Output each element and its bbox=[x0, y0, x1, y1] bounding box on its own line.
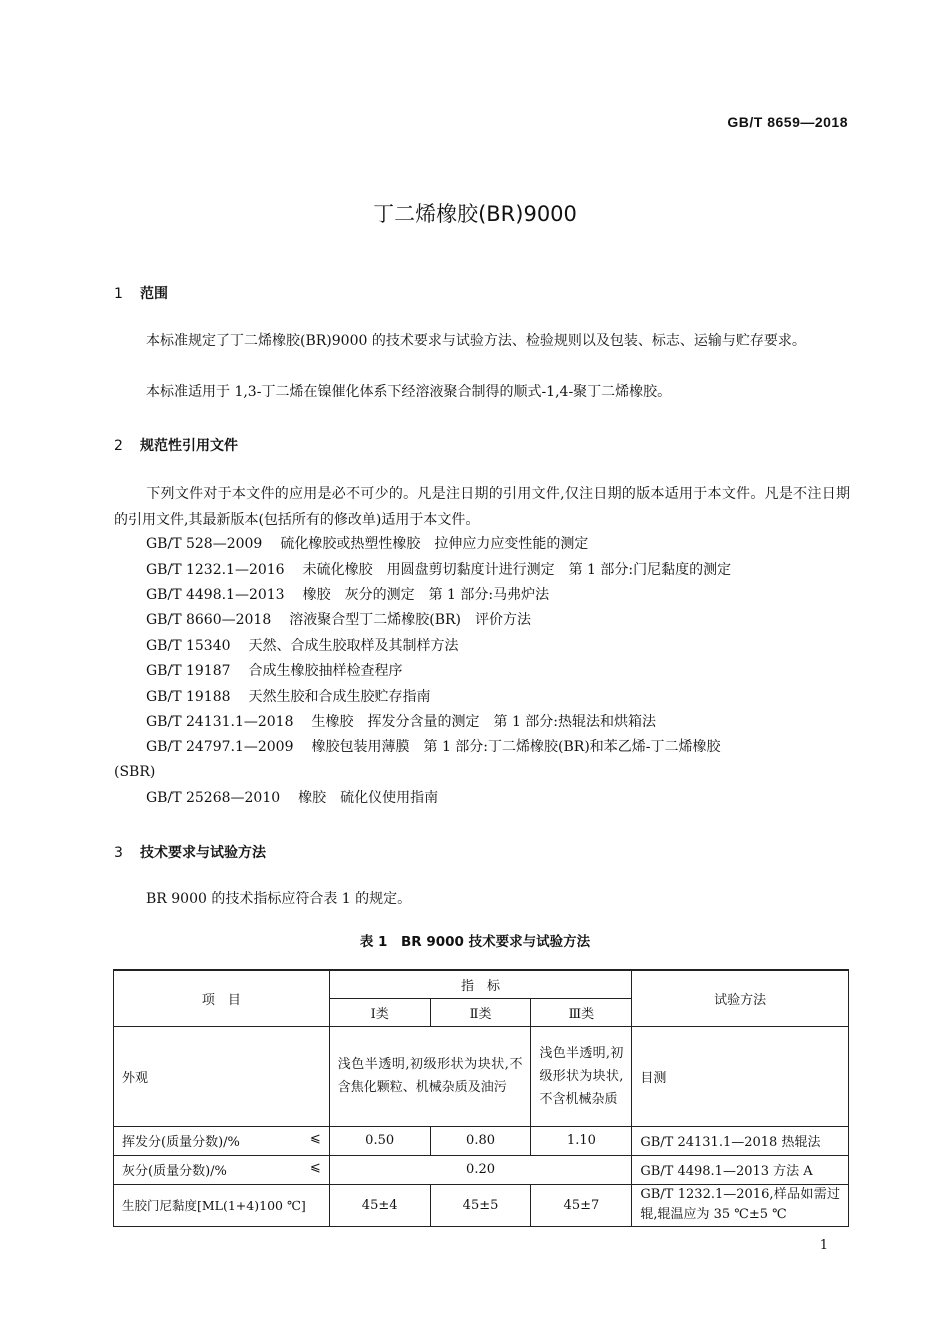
value-cell: 0.20 bbox=[329, 1155, 632, 1184]
section-3-heading bbox=[114, 842, 266, 862]
header-index: 指 标 bbox=[329, 970, 632, 998]
section-title: 规范性引用文件 bbox=[140, 438, 238, 454]
page-number: 1 bbox=[819, 1238, 828, 1253]
reference-code: GB/T 15340 bbox=[146, 638, 231, 654]
section-number: 2 bbox=[114, 438, 123, 454]
item-cell bbox=[114, 1126, 330, 1155]
section-title: 技术要求与试验方法 bbox=[140, 845, 266, 861]
reference-title: 生橡胶 挥发分含量的测定 第 1 部分:热辊法和烘箱法 bbox=[311, 714, 657, 730]
item-label: 灰分(质量分数)/% bbox=[122, 1164, 227, 1179]
reference-item bbox=[146, 735, 721, 761]
header-class-1: Ⅰ类 bbox=[329, 998, 430, 1026]
value-cell: 45±5 bbox=[430, 1184, 531, 1226]
reference-title: 天然、合成生胶取样及其制样方法 bbox=[248, 638, 459, 654]
table-caption: 表 1 BR 9000 技术要求与试验方法 bbox=[359, 934, 591, 950]
table-row bbox=[114, 1184, 849, 1226]
table-row bbox=[114, 1126, 849, 1155]
paragraph bbox=[114, 887, 850, 913]
reference-title: 天然生胶和合成生胶贮存指南 bbox=[248, 689, 431, 705]
paragraph-text: 下列文件对于本文件的应用是必不可少的。凡是注日期的引用文件,仅注日期的版本适用于本文件。凡是不注日期的引用文件,其最新版本(包括所有的修改单)适用于本文件。 bbox=[114, 486, 850, 528]
reference-item bbox=[146, 786, 438, 812]
reference-item bbox=[146, 608, 531, 634]
table-row bbox=[114, 1155, 849, 1184]
item-cell: 生胶门尼黏度[ML(1+4)100 ℃] bbox=[114, 1184, 330, 1226]
item-cell bbox=[114, 1155, 330, 1184]
reference-title: 橡胶 硫化仪使用指南 bbox=[298, 790, 439, 806]
value-cell: 0.50 bbox=[329, 1126, 430, 1155]
paragraph-text: BR 9000 的技术指标应符合表 1 的规定。 bbox=[146, 891, 412, 907]
section-number: 3 bbox=[114, 845, 123, 861]
standard-code: GB/T 8659—2018 bbox=[727, 114, 848, 130]
reference-item bbox=[146, 532, 588, 558]
value-cell: 0.80 bbox=[430, 1126, 531, 1155]
method-cell: GB/T 24131.1—2018 热辊法 bbox=[632, 1126, 849, 1155]
reference-code: GB/T 528—2009 bbox=[146, 536, 263, 552]
document-title: 丁二烯橡胶(BR)9000 bbox=[373, 202, 577, 226]
section-2-heading bbox=[114, 435, 238, 455]
header-method: 试验方法 bbox=[632, 970, 849, 1026]
reference-title: 橡胶 灰分的测定 第 1 部分:马弗炉法 bbox=[302, 587, 550, 603]
value-cell: 45±4 bbox=[329, 1184, 430, 1226]
reference-code: GB/T 1232.1—2016 bbox=[146, 562, 285, 578]
item-cell: 外观 bbox=[114, 1026, 330, 1126]
reference-item bbox=[146, 685, 431, 711]
section-title: 范围 bbox=[140, 286, 168, 302]
reference-title: 合成生橡胶抽样检查程序 bbox=[248, 663, 403, 679]
reference-code: GB/T 24131.1—2018 bbox=[146, 714, 294, 730]
value-cell: 浅色半透明,初级形状为块状,不含机械杂质 bbox=[531, 1026, 632, 1126]
reference-title: 未硫化橡胶 用圆盘剪切黏度计进行测定 第 1 部分:门尼黏度的测定 bbox=[302, 562, 732, 578]
reference-item bbox=[146, 710, 656, 736]
reference-code: GB/T 19187 bbox=[146, 663, 231, 679]
table-row bbox=[114, 1026, 849, 1126]
reference-item bbox=[146, 583, 549, 609]
reference-title: 硫化橡胶或热塑性橡胶 拉伸应力应变性能的测定 bbox=[280, 536, 589, 552]
method-cell: GB/T 4498.1—2013 方法 A bbox=[632, 1155, 849, 1184]
le-symbol: ⩽ bbox=[309, 1160, 321, 1175]
header-class-3: Ⅲ类 bbox=[531, 998, 632, 1026]
method-cell: GB/T 1232.1—2016,样品如需过辊,辊温应为 35 ℃±5 ℃ bbox=[632, 1184, 849, 1226]
reference-continuation: (SBR) bbox=[114, 764, 156, 780]
value-cell: 1.10 bbox=[531, 1126, 632, 1155]
reference-code: GB/T 25268—2010 bbox=[146, 790, 281, 806]
spec-table bbox=[113, 969, 849, 1227]
reference-code: GB/T 19188 bbox=[146, 689, 231, 705]
reference-item bbox=[146, 634, 459, 660]
section-1-heading bbox=[114, 283, 168, 303]
reference-code: GB/T 8660—2018 bbox=[146, 612, 272, 628]
item-label: 挥发分(质量分数)/% bbox=[122, 1135, 240, 1150]
paragraph bbox=[114, 329, 850, 355]
reference-title: 橡胶包装用薄膜 第 1 部分:丁二烯橡胶(BR)和苯乙烯-丁二烯橡胶 bbox=[311, 739, 721, 755]
le-symbol: ⩽ bbox=[309, 1131, 321, 1146]
reference-title: 溶液聚合型丁二烯橡胶(BR) 评价方法 bbox=[289, 612, 531, 628]
value-cell: 浅色半透明,初级形状为块状,不含焦化颗粒、机械杂质及油污 bbox=[329, 1026, 531, 1126]
value-cell: 45±7 bbox=[531, 1184, 632, 1226]
reference-item bbox=[146, 659, 403, 685]
method-cell: 目测 bbox=[632, 1026, 849, 1126]
header-class-2: Ⅱ类 bbox=[430, 998, 531, 1026]
reference-code: GB/T 24797.1—2009 bbox=[146, 739, 294, 755]
reference-item bbox=[146, 558, 731, 584]
paragraph-text: 本标准适用于 1,3-丁二烯在镍催化体系下经溶液聚合制得的顺式-1,4-聚丁二烯橡胶。 bbox=[146, 384, 672, 400]
section-number: 1 bbox=[114, 286, 123, 302]
paragraph bbox=[114, 482, 850, 533]
paragraph-text: 本标准规定了丁二烯橡胶(BR)9000 的技术要求与试验方法、检验规则以及包装、标志、运输与贮存要求。 bbox=[146, 333, 806, 349]
header-item: 项 目 bbox=[114, 970, 330, 1026]
reference-code: GB/T 4498.1—2013 bbox=[146, 587, 285, 603]
paragraph bbox=[114, 380, 850, 406]
